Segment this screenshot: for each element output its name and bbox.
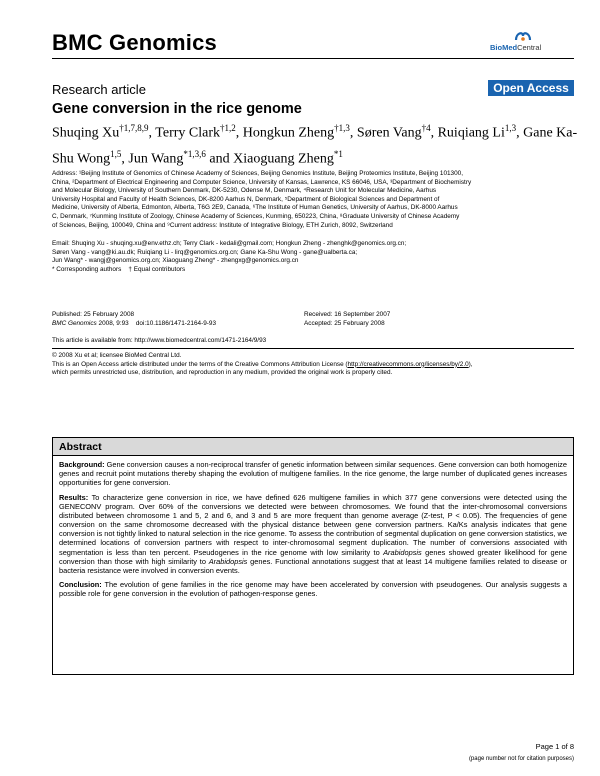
- author-separator: ,: [516, 125, 524, 141]
- author-affiliation-marker: 1,5: [110, 148, 122, 159]
- author-name: Ruiqiang Li: [437, 125, 505, 141]
- biomed-central-logo: [490, 30, 556, 54]
- affiliation-line: of Sciences, Beijing, 100049, China and ⁹Current address: Institute of Integrative Biology, ETH Zurich, 8092, Switzerland: [52, 221, 393, 229]
- author-list: [52, 118, 582, 169]
- citation: [52, 320, 216, 329]
- affiliation-line: University Hospital and Faculty of Health Sciences, DK-8200 Aarhus N, Denmark, ⁵Department of Biological Sciences and Department of: [52, 195, 440, 203]
- abstract-background: Background: Gene conversion causes a non-reciprocal transfer of genetic information between similar sequences. Gene conversion can both homogenize genes and recruit point mutations thereby shaping the evolution of multigene families. In the rice genome, the large number of duplicated genes increases opportunities for gene conversion.: [59, 460, 567, 488]
- page-number: Page 1 of 8: [535, 742, 574, 751]
- author-name: Terry Clark: [155, 125, 221, 141]
- abstract-results: Results: To characterize gene conversion in rice, we have defined 626 multigene families in which 377 gene conversions were detected using the GENECONV program. Over 60% of the conversions we detected were between chromosomes. We found that the inter-chromosomal conversions distributed between chromosome 1 and 5, 2 and 6, and 3 and 5 are more frequent than genome average (Z-test, P < 0.05). The frequencies of gene conversion on the same chromosome decreased with the physical distance between gene conversion partners. Ka/Ks analysis indicates that gene conversion is not tightly linked to natural selection in the rice genome. To assess the contribution of segmental duplication on gene conversion statistics, we determined locations of conversion partners with respect to inter-chromosomal segment duplication. The number of conversions associated with segmentation is less than ten percent. Pseudogenes in the rice genome with low similarity to Arabidopsis genes showed greater likelihood for gene conversion than those with high similarity to Arabidopsis genes. Functional annotations suggest that at least 14 multigene families related to disease or bacteria resistance were involved in conversion events.: [59, 492, 568, 575]
- affiliation-line: C, Denmark, ⁷Kunming Institute of Zoology, Chinese Academy of Sciences, Kunming, 650223, China, ⁸Graduate University of Chinese Academy: [52, 212, 460, 220]
- author-affiliation-marker: †1,2: [220, 123, 236, 133]
- author-separator: and: [205, 151, 234, 167]
- header-divider: [52, 58, 574, 59]
- article-type: Research article: [52, 82, 146, 97]
- page-number-note: (page number not for citation purposes): [468, 756, 574, 762]
- abstract-body: [59, 460, 567, 604]
- author-separator: ,: [148, 125, 156, 141]
- affiliations: [52, 170, 572, 230]
- author-affiliation-marker: †1,3: [334, 123, 350, 133]
- license-block: [52, 352, 582, 378]
- affiliation-line: Address: ¹Beijing Institute of Genomics of Chinese Academy of Sciences, Beijing Genomics Institute, Beijing Proteomics Institute, Beijing 101300,: [52, 170, 463, 177]
- article-title: Gene conversion in the rice genome: [52, 101, 302, 117]
- email-line: Søren Vang - vang@ki.au.dk; Ruiqiang Li - lirq@genomics.org.cn; Gane Ka-Shu Wong - gane@ualberta.ca;: [52, 248, 358, 256]
- abstract-heading: Abstract: [59, 441, 102, 453]
- author-affiliation-marker: *1,3,6: [183, 148, 206, 159]
- copyright: © 2008 Xu et al; licensee BioMed Central Ltd.: [52, 352, 182, 359]
- affiliation-line: Medicine, University of Alberta, Edmonton, Alberta, T6G 2E9, Canada, ⁶The Institute of Human Genetics, University of Aarhus, DK-8000 Aarhus: [52, 204, 458, 212]
- author-separator: ,: [121, 151, 129, 167]
- author-separator: ,: [349, 125, 357, 141]
- abstract-header: [53, 438, 573, 456]
- author-affiliation-marker: 1,3: [504, 123, 517, 133]
- open-access-badge: Open Access: [488, 80, 574, 96]
- license-text: This is an Open Access article distributed under the terms of the Creative Commons Attribution License (http://creativecommons.org/licenses/by/2.0),: [52, 360, 473, 368]
- accepted-date: Accepted: 25 February 2008: [304, 319, 385, 327]
- review-dates: [304, 311, 390, 328]
- journal-name: BMC Genomics: [52, 30, 217, 55]
- author-name: Gane Ka-Shu Wong: [52, 125, 578, 167]
- email-line: Jun Wang* - wangj@genomics.org.cn; Xiaoguang Zheng* - zhengxg@genomics.org.cn: [52, 257, 299, 265]
- license-link[interactable]: http://creativecommons.org/licenses/by/2.0: [347, 360, 469, 368]
- logo-brand: BioMed: [490, 43, 518, 52]
- citation-journal: BMC Genomics: [52, 319, 97, 327]
- publication-info: [52, 311, 216, 328]
- affiliation-line: and Molecular Biology, University of Southern Denmark, DK-5230, Odense M, Denmark, ⁴Research Unit for Molecular Medicine, Aarhus: [52, 187, 437, 195]
- article-url: This article is available from: http://www.biomedcentral.com/1471-2164/9/93: [52, 337, 267, 344]
- author-name: Jun Wang: [128, 151, 184, 167]
- logo-suffix: Central: [517, 43, 542, 52]
- citation-details: 2008, 9:93 doi:10.1186/1471-2164-9-93: [96, 319, 217, 327]
- author-affiliation-marker: *1: [333, 148, 343, 159]
- published-date: Published: 25 February 2008: [52, 311, 135, 318]
- author-separator: ,: [430, 125, 438, 141]
- divider: [52, 348, 574, 349]
- abstract-conclusion: Conclusion: The evolution of gene families in the rice genome may have been accelerated by conversion with pseudogenes. Our analysis suggests a possible role for gene conversion in the evolution of pathogen-response genes.: [59, 580, 567, 599]
- author-name: Søren Vang: [356, 125, 422, 141]
- author-affiliation-marker: †4: [421, 123, 431, 133]
- author-notes: * Corresponding authors † Equal contributors: [52, 265, 186, 273]
- affiliation-line: China, ²Department of Electrical Engineering and Computer Science, University of Kansas, Lawrence, KS 66046, USA, ³Department of Biochemistry: [52, 178, 472, 186]
- author-separator: ,: [235, 125, 243, 141]
- biomed-logo-icon: [514, 30, 532, 42]
- author-name: Xiaoguang Zheng: [233, 151, 334, 167]
- email-line: Email: Shuqing Xu - shuqing.xu@env.ethz.ch; Terry Clark - kedali@gmail.com; Hongkun Zheng - zhenghk@genomics.org.cn;: [52, 240, 407, 247]
- license-text-2: which permits unrestricted use, distribution, and reproduction in any medium, provided the original work is properly cited.: [52, 369, 393, 377]
- author-name: Hongkun Zheng: [242, 125, 335, 141]
- author-emails: [52, 240, 572, 274]
- author-name: Shuqing Xu: [52, 125, 120, 141]
- received-date: Received: 16 September 2007: [304, 311, 391, 318]
- author-affiliation-marker: †1,7,8,9: [119, 123, 149, 133]
- abstract-box: [52, 437, 574, 675]
